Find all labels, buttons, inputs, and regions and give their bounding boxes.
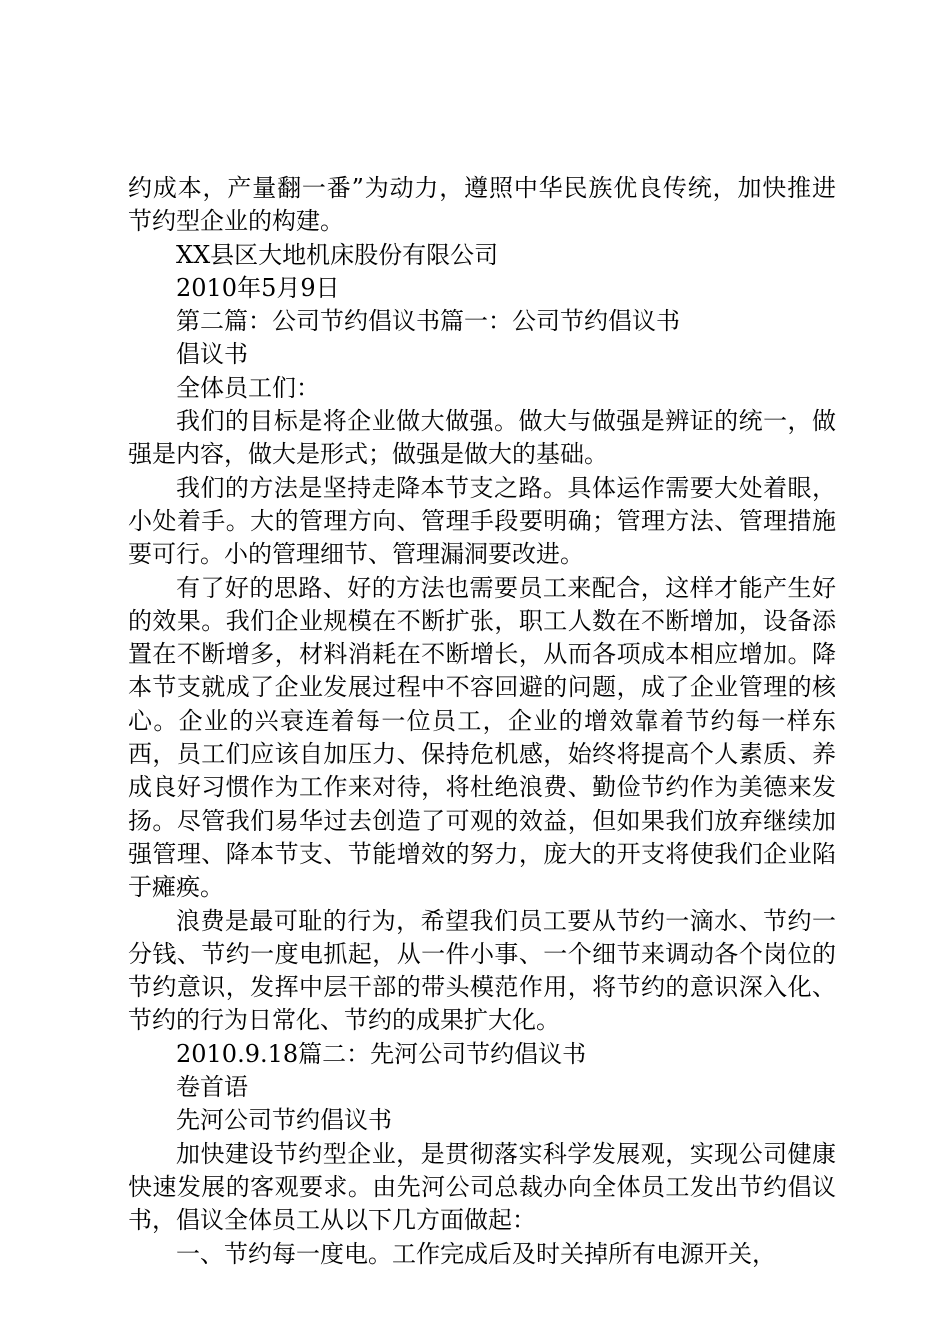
paragraph-intro: 加快建设节约型企业，是贯彻落实科学发展观，实现公司健康快速发展的客观要求。由先河公司总裁办向全体员工发出节约倡议书，倡议全体员工从以下几方面做起： <box>128 1139 836 1235</box>
paragraph-continuation: 约成本，产量翻一番”为动力，遵照中华民族优良传统，加快推进节约型企业的构建。 <box>128 174 836 236</box>
paragraph-item-one: 一、节约每一度电。工作完成后及时关掉所有电源开关， <box>176 1239 776 1268</box>
section-heading-date: 2010.9.18篇二：先河公司节约倡议书 <box>176 1039 587 1068</box>
proposal-title: 先河公司节约倡议书 <box>176 1106 392 1135</box>
document-page <box>128 172 836 1271</box>
paragraph-cooperation: 有了好的思路、好的方法也需要员工来配合，这样才能产生好的效果。我们企业规模在不断扩张，职工人数在不断增加，设备添置在不断增多，材料消耗在不断增长，从而各项成本相应增加。降本节支就成了企业发展过程中不容回避的问题，成了企业管理的核心。企业的兴衰连着每一位员工，企业的增效靠着节约每一样东西，员工们应该自加压力、保持危机感，始终将提高个人素质、养成良好习惯作为工作来对待，将杜绝浪费、勤俭节约作为美德来发扬。尽管我们易华过去创造了可观的效益，但如果我们放弃继续加强管理、降本节支、节能增效的努力，庞大的开支将使我们企业陷于瘫痪。 <box>128 573 836 902</box>
paragraph-method: 我们的方法是坚持走降本节支之路。具体运作需要大处着眼，小处着手。大的管理方向、管理手段要明确；管理方法、管理措施要可行。小的管理细节、管理漏洞要改进。 <box>128 473 836 569</box>
section-heading-second: 第二篇：公司节约倡议书篇一：公司节约倡议书 <box>176 307 680 336</box>
salutation: 全体员工们： <box>176 373 320 402</box>
paragraph-waste: 浪费是最可耻的行为，希望我们员工要从节约一滴水、节约一分钱、节约一度电抓起，从一件小事、一个细节来调动各个岗位的节约意识，发挥中层干部的带头模范作用，将节约的意识深入化、节约的行为日常化、节约的成果扩大化。 <box>128 906 836 1035</box>
company-signature: XX县区大地机床股份有限公司 <box>176 240 499 269</box>
document-title: 倡议书 <box>176 340 248 369</box>
paragraph-goal: 我们的目标是将企业做大做强。做大与做强是辨证的统一，做强是内容，做大是形式；做强是做大的基础。 <box>128 407 836 469</box>
signature-date: 2010年5月9日 <box>176 273 340 302</box>
foreword-label: 卷首语 <box>176 1073 248 1102</box>
